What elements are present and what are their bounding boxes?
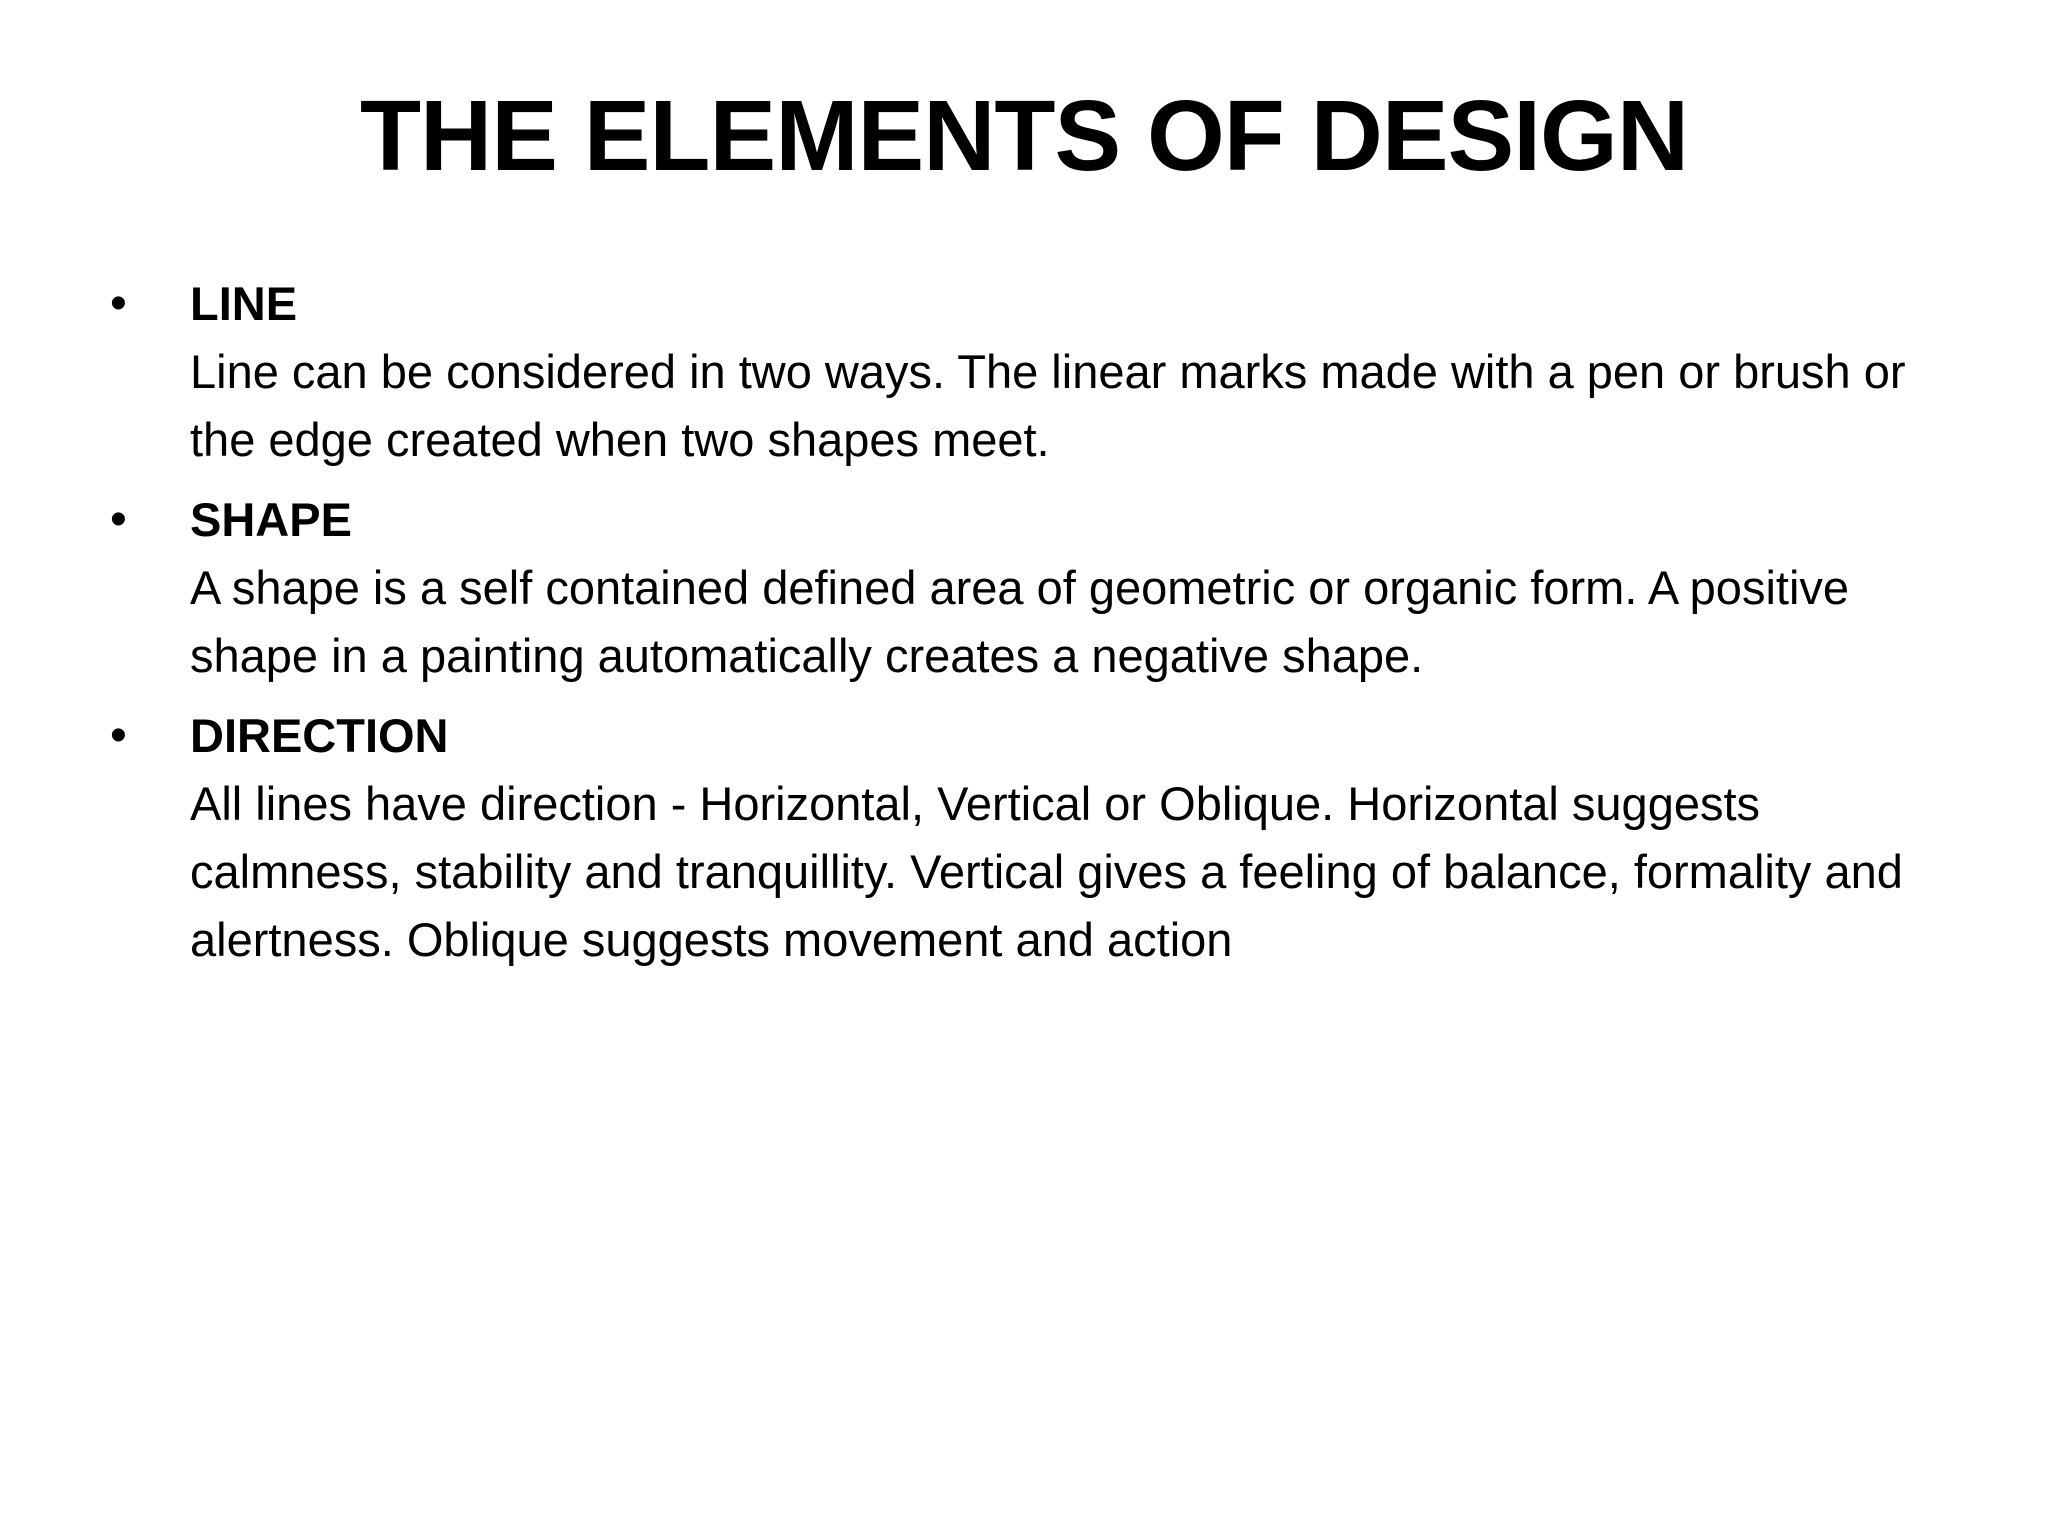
bullet-item-line	[110, 270, 1940, 474]
bullet-icon: •	[110, 493, 127, 546]
bullet-body: All lines have direction - Horizontal, Vertical or Oblique. Horizontal suggests calmness, stability and tranquillity. Vertical gives a feeling of balance, formality and alertness. Oblique suggests movement and action	[190, 777, 1903, 966]
bullet-icon: •	[110, 709, 127, 762]
bullet-body: Line can be considered in two ways. The linear marks made with a pen or brush or the edge created when two shapes meet.	[190, 345, 1906, 466]
bullet-heading: DIRECTION	[190, 709, 449, 762]
bullet-heading: LINE	[190, 277, 298, 330]
bullet-body: A shape is a self contained defined area of geometric or organic form. A positive shape in a painting automatically creates a negative shape.	[190, 561, 1850, 682]
bullet-item-direction	[110, 702, 1940, 974]
slide-title: THE ELEMENTS OF DESIGN	[359, 80, 1689, 192]
bullet-item-shape	[110, 486, 1940, 690]
bullet-heading: SHAPE	[190, 493, 352, 546]
bullet-list	[110, 270, 1940, 986]
bullet-icon: •	[110, 277, 127, 330]
